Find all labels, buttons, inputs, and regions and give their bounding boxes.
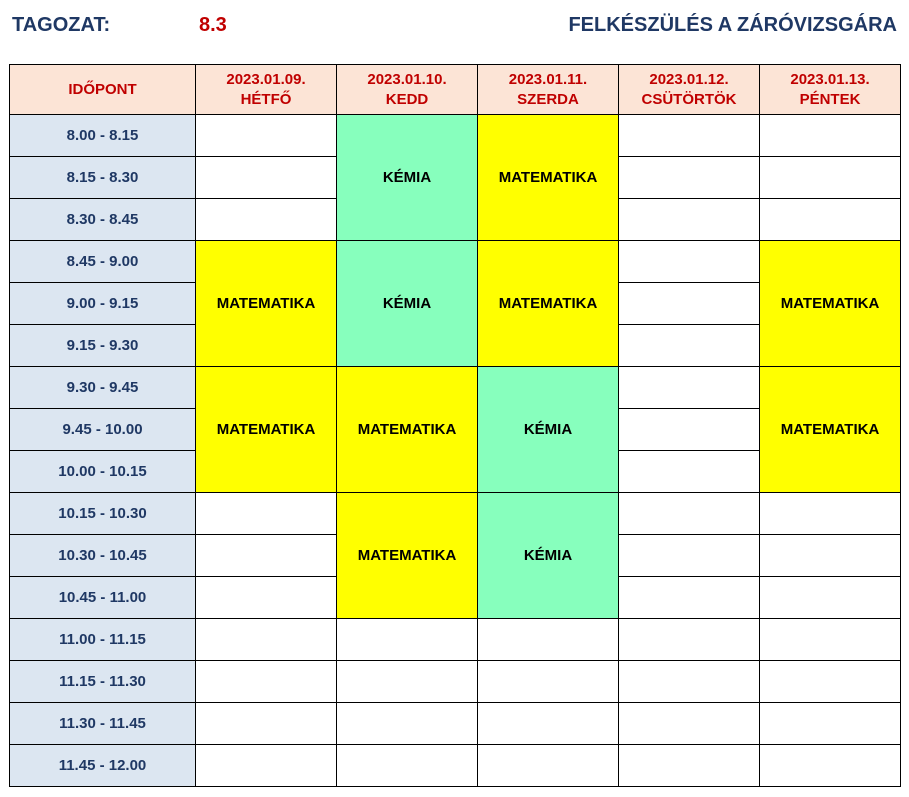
- time-slot: 10.00 - 10.15: [10, 451, 196, 493]
- day-date: 2023.01.12.: [649, 70, 729, 88]
- session-math: MATEMATIKA: [196, 367, 337, 493]
- session-chemistry: KÉMIA: [478, 493, 619, 619]
- empty-cell: [196, 745, 337, 787]
- corner-header: IDŐPONT: [10, 65, 196, 115]
- empty-cell: [478, 703, 619, 745]
- empty-cell: [337, 703, 478, 745]
- empty-cell: [760, 703, 901, 745]
- page-title: FELKÉSZÜLÉS A ZÁRÓVIZSGÁRA: [568, 14, 897, 36]
- class-name: 8.3: [199, 14, 227, 36]
- empty-cell: [619, 703, 760, 745]
- tagozat-label: TAGOZAT:: [12, 14, 111, 36]
- empty-cell: [760, 493, 901, 535]
- empty-cell: [619, 157, 760, 199]
- empty-cell: [196, 703, 337, 745]
- time-slot: 9.00 - 9.15: [10, 283, 196, 325]
- empty-cell: [337, 619, 478, 661]
- header-row: [10, 65, 901, 115]
- day-header-csutortok: [619, 65, 760, 115]
- empty-cell: [196, 619, 337, 661]
- day-date: 2023.01.11.: [508, 70, 588, 88]
- time-slot: 10.45 - 11.00: [10, 577, 196, 619]
- empty-cell: [619, 535, 760, 577]
- empty-cell: [619, 745, 760, 787]
- day-header-pentek: [760, 65, 901, 115]
- time-row: [10, 367, 901, 409]
- empty-cell: [196, 115, 337, 157]
- time-slot: 11.45 - 12.00: [10, 745, 196, 787]
- empty-cell: [196, 157, 337, 199]
- empty-cell: [196, 199, 337, 241]
- empty-cell: [619, 661, 760, 703]
- session-chemistry: KÉMIA: [478, 367, 619, 493]
- empty-cell: [337, 745, 478, 787]
- session-math: MATEMATIKA: [337, 493, 478, 619]
- day-date: 2023.01.10.: [367, 70, 447, 88]
- session-chemistry: KÉMIA: [337, 241, 478, 367]
- time-slot: 11.30 - 11.45: [10, 703, 196, 745]
- time-row: [10, 661, 901, 703]
- day-header-szerda: [478, 65, 619, 115]
- empty-cell: [478, 661, 619, 703]
- time-row: [10, 745, 901, 787]
- empty-cell: [760, 199, 901, 241]
- day-name: KEDD: [385, 90, 429, 108]
- empty-cell: [619, 367, 760, 409]
- empty-cell: [619, 619, 760, 661]
- empty-cell: [619, 325, 760, 367]
- day-name: CSÜTÖRTÖK: [641, 90, 737, 108]
- day-header-kedd: [337, 65, 478, 115]
- empty-cell: [760, 577, 901, 619]
- empty-cell: [760, 745, 901, 787]
- time-slot: 8.30 - 8.45: [10, 199, 196, 241]
- empty-cell: [196, 535, 337, 577]
- empty-cell: [619, 409, 760, 451]
- empty-cell: [760, 619, 901, 661]
- time-slot: 9.30 - 9.45: [10, 367, 196, 409]
- day-name: PÉNTEK: [799, 90, 861, 108]
- session-math: MATEMATIKA: [478, 241, 619, 367]
- empty-cell: [196, 661, 337, 703]
- time-row: [10, 241, 901, 283]
- time-row: [10, 115, 901, 157]
- empty-cell: [619, 493, 760, 535]
- empty-cell: [760, 661, 901, 703]
- time-row: [10, 619, 901, 661]
- empty-cell: [760, 535, 901, 577]
- empty-cell: [478, 745, 619, 787]
- session-math: MATEMATIKA: [196, 241, 337, 367]
- session-math: MATEMATIKA: [760, 241, 901, 367]
- empty-cell: [196, 493, 337, 535]
- time-row: [10, 493, 901, 535]
- empty-cell: [760, 115, 901, 157]
- empty-cell: [619, 283, 760, 325]
- empty-cell: [619, 577, 760, 619]
- empty-cell: [760, 157, 901, 199]
- empty-cell: [619, 115, 760, 157]
- session-chemistry: KÉMIA: [337, 115, 478, 241]
- session-math: MATEMATIKA: [478, 115, 619, 241]
- empty-cell: [196, 577, 337, 619]
- time-slot: 9.15 - 9.30: [10, 325, 196, 367]
- day-name: HÉTFŐ: [240, 90, 292, 108]
- time-row: [10, 703, 901, 745]
- time-slot: 11.00 - 11.15: [10, 619, 196, 661]
- time-slot: 10.30 - 10.45: [10, 535, 196, 577]
- time-slot: 9.45 - 10.00: [10, 409, 196, 451]
- time-slot: 8.45 - 9.00: [10, 241, 196, 283]
- empty-cell: [619, 199, 760, 241]
- schedule-table: [9, 64, 901, 787]
- session-math: MATEMATIKA: [337, 367, 478, 493]
- day-date: 2023.01.09.: [226, 70, 306, 88]
- session-math: MATEMATIKA: [760, 367, 901, 493]
- day-date: 2023.01.13.: [790, 70, 870, 88]
- day-header-hetfo: [196, 65, 337, 115]
- empty-cell: [619, 451, 760, 493]
- empty-cell: [478, 619, 619, 661]
- empty-cell: [619, 241, 760, 283]
- time-slot: 10.15 - 10.30: [10, 493, 196, 535]
- day-name: SZERDA: [517, 90, 579, 108]
- empty-cell: [337, 661, 478, 703]
- time-slot: 8.15 - 8.30: [10, 157, 196, 199]
- time-slot: 8.00 - 8.15: [10, 115, 196, 157]
- time-slot: 11.15 - 11.30: [10, 661, 196, 703]
